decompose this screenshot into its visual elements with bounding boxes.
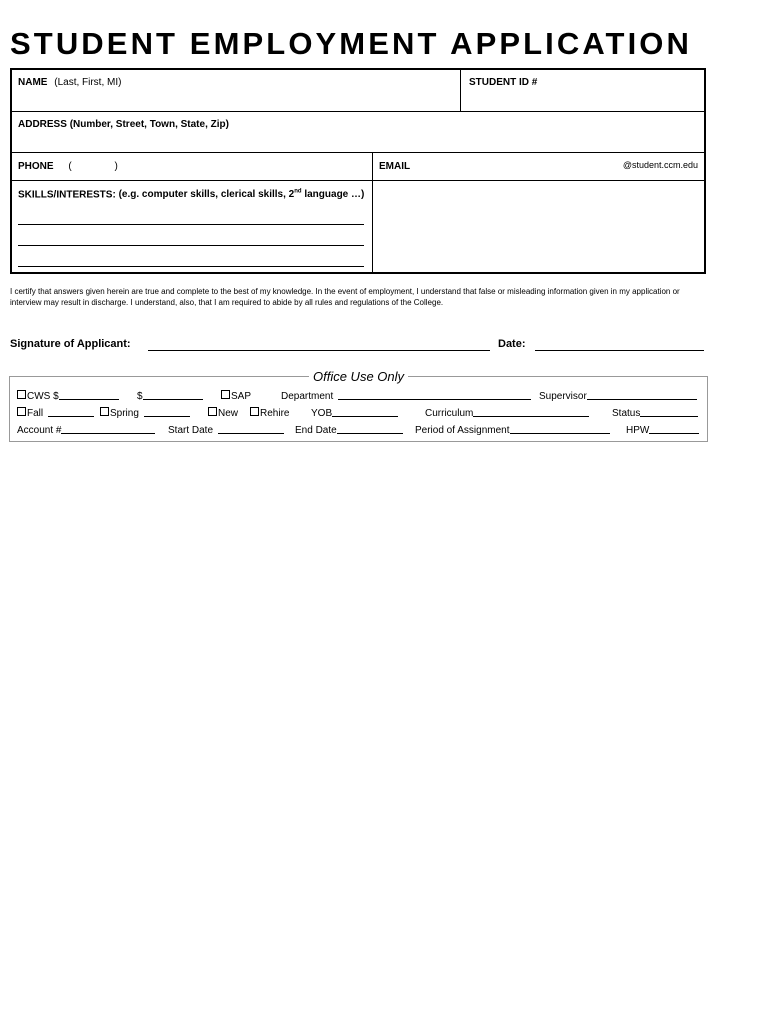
- start-date-field[interactable]: Start Date: [168, 424, 284, 436]
- checkbox-icon[interactable]: [17, 390, 26, 399]
- spring-field[interactable]: Spring: [100, 407, 190, 419]
- supervisor-field[interactable]: Supervisor: [539, 390, 697, 402]
- checkbox-icon[interactable]: [17, 407, 26, 416]
- address-field[interactable]: [18, 119, 229, 130]
- status-field[interactable]: Status: [612, 407, 698, 419]
- rehire-field[interactable]: Rehire: [250, 407, 289, 419]
- signature-line[interactable]: [148, 350, 490, 351]
- hpw-field[interactable]: HPW: [626, 424, 699, 436]
- name-hint: (Last, First, MI): [54, 77, 122, 88]
- date-label: Date:: [498, 338, 526, 350]
- student-id-label: STUDENT ID #: [469, 77, 538, 88]
- checkbox-icon[interactable]: [250, 407, 259, 416]
- form-title: STUDENT EMPLOYMENT APPLICATION: [10, 26, 692, 61]
- email-field[interactable]: [379, 161, 410, 172]
- checkbox-icon[interactable]: [100, 407, 109, 416]
- office-use-section: [9, 369, 708, 442]
- address-hint: (Number, Street, Town, State, Zip): [69, 119, 229, 130]
- row-divider: [12, 180, 704, 181]
- phone-field[interactable]: [18, 161, 118, 172]
- period-field[interactable]: Period of Assignment: [415, 424, 610, 436]
- col-divider: [460, 70, 461, 111]
- skills-line[interactable]: [18, 224, 364, 225]
- new-field[interactable]: New: [208, 407, 238, 419]
- fall-field[interactable]: Fall: [17, 407, 94, 419]
- address-label: ADDRESS: [18, 119, 67, 130]
- office-use-title: Office Use Only: [309, 369, 408, 384]
- cws-field[interactable]: CWS $: [17, 390, 119, 402]
- department-field[interactable]: Department: [281, 390, 531, 402]
- skills-hint: (e.g. computer skills, clerical skills, 2nd language …): [118, 189, 365, 201]
- phone-paren-open: (: [68, 161, 72, 172]
- signature-label: Signature of Applicant:: [10, 338, 131, 350]
- account-field[interactable]: Account #: [17, 424, 155, 436]
- phone-paren-close: ): [114, 161, 118, 172]
- email-domain: @student.ccm.edu: [622, 160, 698, 170]
- curriculum-field[interactable]: Curriculum: [425, 407, 589, 419]
- skills-field[interactable]: [18, 189, 364, 200]
- applicant-info-form: [10, 68, 706, 274]
- name-field[interactable]: [18, 77, 121, 88]
- skills-line[interactable]: [18, 266, 364, 267]
- name-label: NAME: [18, 77, 48, 88]
- end-date-field[interactable]: End Date: [295, 424, 403, 436]
- sap-field[interactable]: SAP: [221, 390, 251, 402]
- date-line[interactable]: [535, 350, 704, 351]
- skills-label: SKILLS/INTERESTS:: [18, 189, 116, 201]
- yob-field[interactable]: YOB: [311, 407, 398, 419]
- row-divider: [12, 152, 704, 153]
- checkbox-icon[interactable]: [221, 390, 230, 399]
- skills-line[interactable]: [18, 245, 364, 246]
- student-id-field[interactable]: [469, 77, 537, 88]
- checkbox-icon[interactable]: [208, 407, 217, 416]
- phone-label: PHONE: [18, 161, 54, 172]
- amount-field[interactable]: $: [137, 390, 203, 402]
- email-label: EMAIL: [379, 161, 411, 172]
- row-divider: [12, 111, 704, 112]
- certification-statement: I certify that answers given herein are true and complete to the best of my knowledge. In the event of employment, I understand that false or misleading information given in my application or interview may result in discharge. I understand, also, that I am required to abide by all rules and regulations of the College.: [10, 287, 680, 307]
- col-divider: [372, 152, 373, 274]
